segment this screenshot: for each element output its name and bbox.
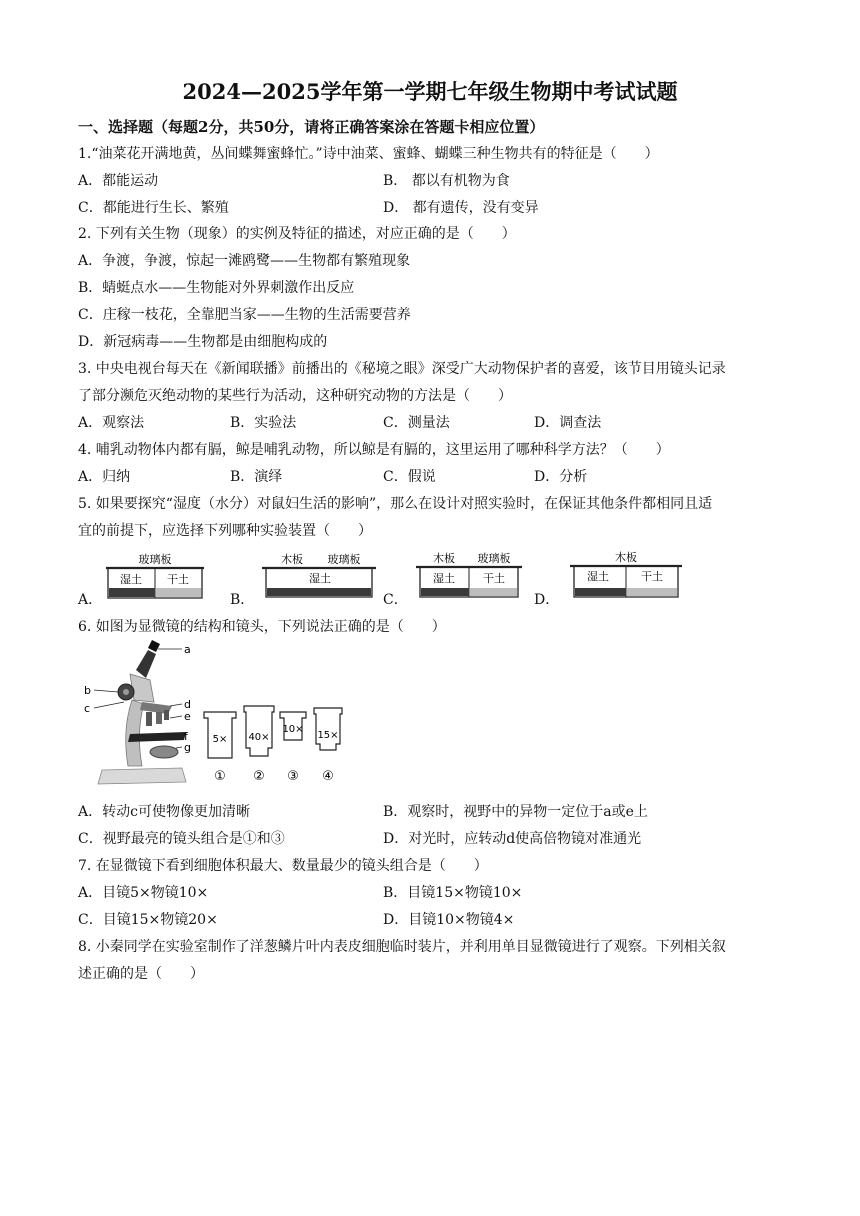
question-4-option-a: A．归纳 (78, 469, 131, 485)
figure-c-cover1-label: 木板 (433, 552, 455, 565)
label-c: c (84, 702, 91, 715)
question-1-option-d: D． 都有遗传，没有变异 (383, 200, 539, 216)
question-5-option-c: C． (383, 592, 408, 608)
figure-c-right-label: 干土 (483, 572, 505, 585)
question-4-option-d: D．分析 (534, 469, 588, 485)
figure-a-cover-label: 玻璃板 (138, 553, 172, 566)
lens-3-number: ③ (287, 769, 299, 784)
dry-soil-layer (470, 588, 517, 596)
question-2-option-b: B．蜻蜓点水——生物能对外界刺激作出反应 (78, 280, 355, 296)
question-2-option-d: D．新冠病毒——生物都是由细胞构成的 (78, 334, 328, 350)
label-f: f (184, 730, 188, 743)
question-1-option-b: B． 都以有机物为食 (383, 173, 510, 189)
question-3-option-c: C．测量法 (383, 415, 450, 431)
figure-c-left-label: 湿土 (433, 572, 455, 585)
section-heading: 一、选择题（每题2分，共50分，请将正确答案涂在答题卡相应位置） (78, 118, 545, 136)
question-6-option-b: B．观察时，视野中的异物一定位于a或e上 (383, 804, 648, 820)
microscope-head (130, 674, 154, 702)
question-7-option-d: D．目镜10×物镜4× (383, 912, 515, 928)
page-title: 2024—2025学年第一学期七年级生物期中考试试题 (182, 79, 678, 104)
figure-d-cover-label: 木板 (615, 551, 637, 564)
wet-soil-layer (575, 588, 626, 596)
apparatus-figure-c (412, 549, 526, 601)
figure-b-cover2-label: 玻璃板 (327, 553, 361, 566)
apparatus-figure-a (100, 552, 210, 602)
fine-focus-knob (123, 689, 129, 695)
microscope-figure (82, 640, 202, 790)
label-g: g (184, 741, 191, 754)
figure-b-cover1-label: 木板 (281, 553, 303, 566)
question-5-option-b: B． (230, 592, 255, 608)
question-8-stem-line1: 8. 小秦同学在实验室制作了洋葱鳞片叶内表皮细胞临时装片，并利用单目显微镜进行了观察。下列相关叙 (78, 939, 726, 955)
figure-a-right-label: 干土 (167, 573, 189, 586)
label-b: b (84, 684, 91, 697)
figure-d-left-label: 湿土 (587, 570, 609, 583)
question-3-option-b: B．实验法 (230, 415, 297, 431)
question-5-stem-line2: 宜的前提下，应选择下列哪种实验装置（ ） (78, 523, 372, 539)
question-4-option-c: C．假说 (383, 469, 436, 485)
question-5-option-a: A． (78, 592, 103, 608)
lens-2-number: ② (253, 769, 265, 784)
question-6-option-d: D．对光时，应转动d使高倍物镜对准通光 (383, 831, 642, 847)
question-3-option-d: D．调查法 (534, 415, 602, 431)
lens-4-mark: 15× (317, 730, 339, 741)
apparatus-figure-d (566, 549, 686, 601)
eyepiece (148, 640, 160, 652)
lens-3-mark: 10× (282, 724, 304, 735)
label-a: a (184, 643, 191, 656)
question-7-option-a: A．目镜5×物镜10× (78, 885, 209, 901)
question-7-option-c: C．目镜15×物镜20× (78, 912, 218, 928)
body-tube (136, 650, 156, 678)
question-5-option-d: D． (534, 592, 560, 608)
figure-c-cover2-label: 玻璃板 (477, 552, 511, 565)
question-3-stem-line2: 了部分濒危灭绝动物的某些行为活动，这种研究动物的方法是（ ） (78, 388, 512, 404)
lens-1-mark: 5× (212, 734, 228, 745)
question-1-stem: 1.“油菜花开满地黄，丛间蝶舞蜜蜂忙。”诗中油菜、蜜蜂、蝴蝶三种生物共有的特征是（ ） (78, 146, 659, 162)
objective-lens (146, 712, 152, 726)
wet-soil-layer (421, 588, 469, 596)
microscope-base (98, 768, 186, 784)
leader-line (94, 702, 124, 708)
question-4-stem: 4. 哺乳动物体内都有膈，鲸是哺乳动物，所以鲸是有膈的，这里运用了哪种科学方法？（ ） (78, 442, 670, 458)
question-2-option-c: C．庄稼一枝花，全靠肥当家——生物的生活需要营养 (78, 307, 411, 323)
question-1-option-c: C．都能进行生长、繁殖 (78, 200, 229, 216)
objective-lens-4 (314, 708, 342, 750)
objective-lens-2 (244, 706, 274, 756)
objective-lens (164, 710, 169, 720)
question-8-stem-line2: 述正确的是（ ） (78, 966, 204, 982)
label-d: d (184, 698, 191, 711)
wet-soil-layer (267, 588, 371, 596)
figure-a-left-label: 湿土 (120, 573, 142, 586)
lens-4-number: ④ (322, 769, 334, 784)
question-3-stem-line1: 3. 中央电视台每天在《新闻联播》前播出的《秘境之眼》深受广大动物保护者的喜爱，该节目用镜头记录 (78, 361, 726, 377)
question-2-option-a: A．争渡，争渡，惊起一滩鸥鹭——生物都有繁殖现象 (78, 253, 411, 269)
lens-set-figure (198, 700, 348, 788)
figure-d-right-label: 干土 (641, 570, 663, 583)
leader-line (170, 704, 182, 706)
mirror (150, 746, 178, 758)
leader-line (176, 747, 182, 748)
leader-line (170, 716, 182, 718)
question-5-stem-line1: 5. 如果要探究“湿度（水分）对鼠妇生活的影响”，那么在设计对照实验时，在保证其他条件都相同且适 (78, 496, 713, 512)
objective-lens (156, 712, 162, 724)
apparatus-figure-b (258, 550, 380, 600)
question-2-stem: 2. 下列有关生物（现象）的实例及特征的描述，对应正确的是（ ） (78, 226, 516, 242)
question-3-option-a: A．观察法 (78, 415, 145, 431)
question-4-option-b: B．演绎 (230, 469, 283, 485)
leader-line (94, 690, 118, 692)
dry-soil-layer (627, 588, 677, 596)
question-7-option-b: B．目镜15×物镜10× (383, 885, 523, 901)
question-6-stem: 6. 如图为显微镜的结构和镜头，下列说法正确的是（ ） (78, 619, 446, 635)
question-6-option-c: C．视野最亮的镜头组合是①和③ (78, 831, 285, 847)
lens-1-number: ① (214, 769, 226, 784)
wet-soil-layer (109, 588, 155, 597)
lens-2-mark: 40× (248, 732, 270, 743)
figure-b-soil-label: 湿土 (309, 572, 331, 585)
question-6-option-a: A．转动c可使物像更加清晰 (78, 804, 250, 820)
label-e: e (184, 710, 191, 723)
dry-soil-layer (156, 588, 201, 597)
question-7-stem: 7. 在显微镜下看到细胞体积最大、数量最少的镜头组合是（ ） (78, 858, 488, 874)
question-1-option-a: A．都能运动 (78, 173, 159, 189)
